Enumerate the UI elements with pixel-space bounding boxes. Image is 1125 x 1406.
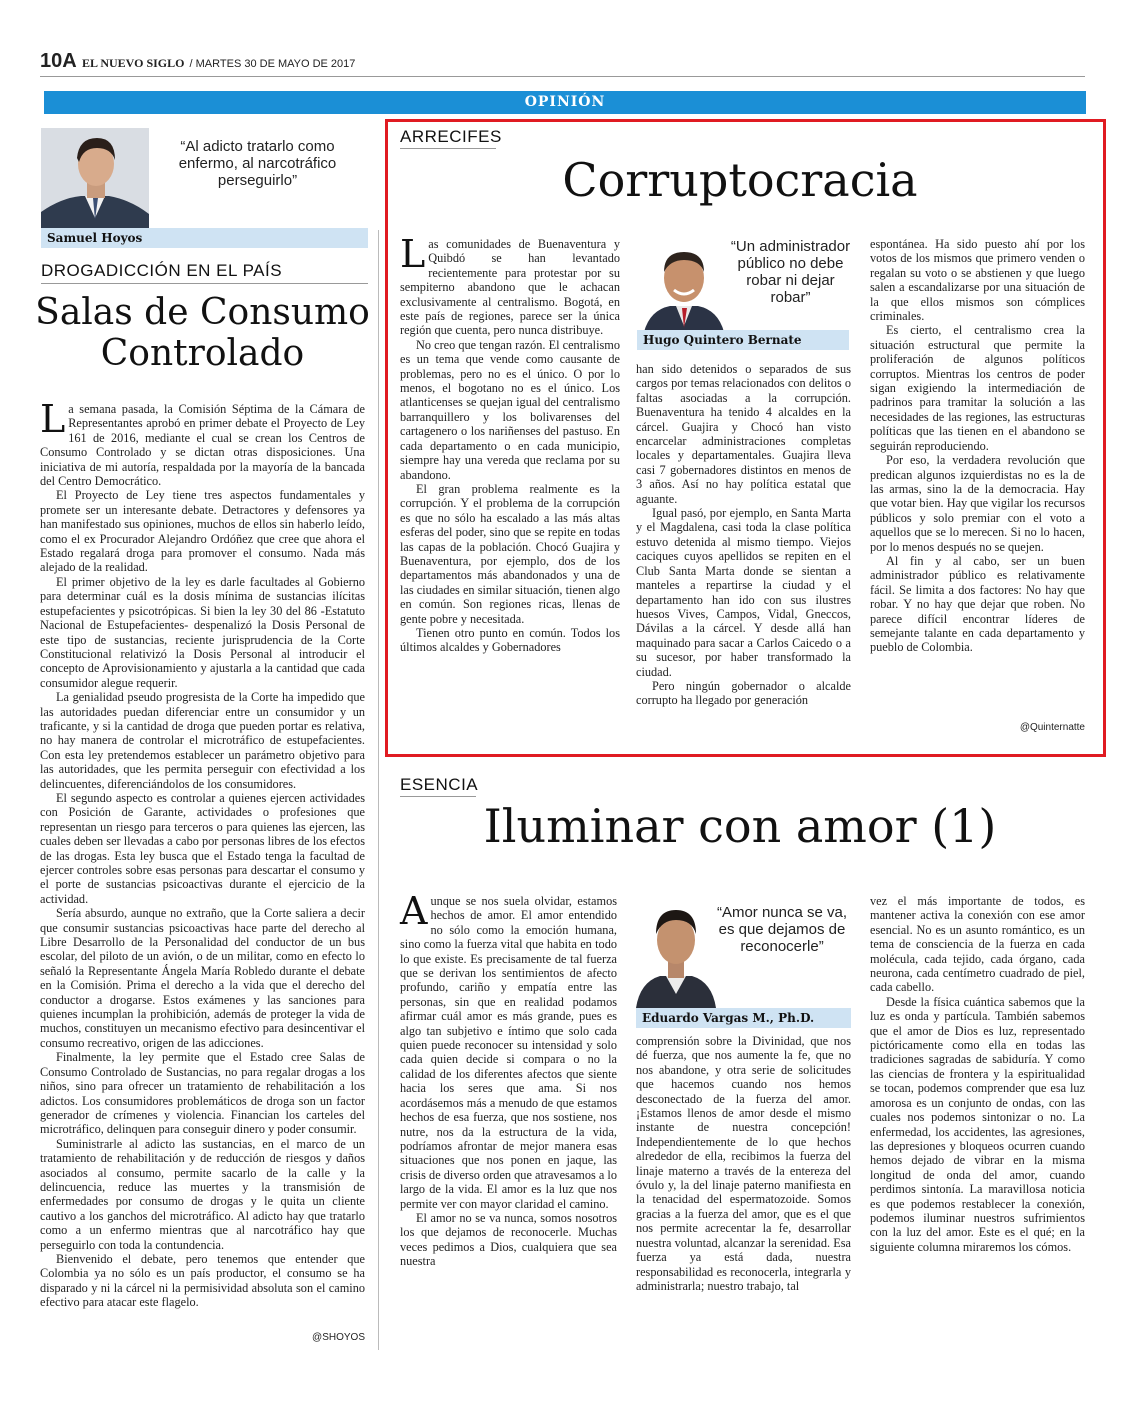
paragraph: El gran problema realmente es la corrupción. Y el problema de la corrupción es que no sólo ha escalado a las más altas esferas del poder, sino que se repite en todas las capas de la población. Chocó Guajira y Buenaventura, por ejemplo, dos de los departamentos más abandonados y una de las ciudades en similar situación, tienen algo en común. Son regiones ricas, llenas de gente pobre y necesitada. bbox=[400, 481, 620, 626]
headline-salas-de-consumo: Salas de Consumo Controlado bbox=[35, 292, 370, 375]
paragraph: Bienvenido el debate, pero tenemos que entender que Colombia ya no sólo es un país productor, el consumo se ha disparado y ni la cárcel ni la permisividad absoluta son el camino efectivo para atacar este flagelo. bbox=[40, 1251, 365, 1310]
paragraph: Tienen otro punto en común. Todos los últimos alcaldes y Gobernadores bbox=[400, 625, 620, 655]
paragraph: Igual pasó, por ejemplo, en Santa Marta y el Magdalena, casi toda la clase política estuvo detenida al mismo tiempo. Viejos caciques cuyos apellidos se repiten en el Club Santa Marta donde se sientan a manteles a repartirse la ciudad y el departamento han ido con sus ilustres huesos Vives, Campos, Vidal, Gneccos, Dávilas a la cárcel. Y desde allá han maquinado para sacar a Carlos Caicedo o a su sucesor, por haber transformado la ciudad. bbox=[636, 506, 851, 679]
paragraph: espontánea. Ha sido puesto ahí por los votos de los mismos que primero venden o regalan su voto o se abstienen y que luego salen a escandalizarse por una situación de la que ellos mismos son cómplices criminales. bbox=[870, 237, 1085, 324]
kicker-rule bbox=[400, 796, 476, 797]
author-name-vargas: Eduardo Vargas M., Ph.D. bbox=[636, 1008, 851, 1028]
author-name-hoyos: Samuel Hoyos bbox=[41, 228, 368, 248]
pull-quote-quintero: “Un administrador público no debe robar ni dejar robar” bbox=[730, 238, 851, 306]
paragraph: La genialidad pseudo progresista de la Corte ha impedido que las autoridades puedan diferenciar entre un consumidor y un traficante, y si la cantidad de droga que pueden portar es relativa, no hay manera de controlar el microtráfico de estupefacientes. Con esta ley pretendemos establecer un parámetro objetivo para las autoridades, que les permita perseguir con efectividad a los delincuentes, diferenciándolos de los consumidores. bbox=[40, 690, 365, 791]
pull-quote-vargas: “Amor nunca se va, es que dejamos de reconocerle” bbox=[716, 904, 848, 955]
paragraph: comprensión sobre la Divinidad, que nos dé fuerza, que nos aumente la fe, que no nos abandone, y otra serie de solicitudes que hacemos cuando nos hemos desconectado de la fuerza del amor. ¡Estamos llenos de amor desde el mismo instante de nuestra concepción! Independientemente de lo que hechos alrededor de ella, recibimos la fuerza del linaje materno a través de la entereza del óvulo y, la del linaje paterno manifiesta en la tenacidad del espermatozoide. Somos gracias a la fuerza del amor, que es el que nos permite acrecentar la fe, desarrollar nuestra voluntad, alcanzar la serenidad. Esa fuerza ya está dada, nuestra responsabilidad es reconocerla, integrarla y administrarla; nuestro trabajo, tal bbox=[636, 1034, 851, 1293]
newspaper-name: EL NUEVO SIGLO bbox=[82, 56, 185, 70]
article-body-quintero-col3 bbox=[870, 237, 1085, 655]
paragraph: Desde la física cuántica sabemos que la luz es onda y partícula. También sabemos que el amor de Dios es luz, representado pictóricamente como ella en todas las tradiciones sagradas de sabiduría. Y como las ciencias de frontera y la espiritualidad se tocan, podemos comprender que esa luz amorosa es un conjunto de ondas, con las cuales nos podemos sintonizar o no. La enfermedad, los accidentes, las agresiones, las depresiones y bloqueos ocurren cuando hemos dejado de vibrar en la misma longitud de onda del amor, cuando perdimos sintonía. La maravillosa noticia es que podemos restablecer la conexión, podemos iluminar nuestros sufrimientos con la luz del amor. Este es el qué; en la siguiente columna miraremos los cómos. bbox=[870, 994, 1085, 1254]
paragraph: Pero ningún gobernador o alcalde corrupto ha llegado por generación bbox=[636, 678, 851, 708]
drop-cap: L bbox=[40, 397, 66, 441]
drop-cap: L bbox=[400, 232, 426, 276]
paragraph: Suministrarle al adicto las sustancias, en el marco de un tratamiento de rehabilitación y de reducción de riesgos y daños asociados al consumo, permite sacarlo de la calle y la delincuencia, reduce las muertes y la transmisión de enfermedades por consumo de drogas y le quita un cliente cautivo a los ganchos del microtráfico. Al adicto hay que tratarlo como a un enfermo mientras que al narcotráfico hay que perseguirlo con toda la contundencia. bbox=[40, 1136, 365, 1252]
issue-date: / MARTES 30 DE MAYO DE 2017 bbox=[189, 58, 356, 70]
paragraph: vez el más importante de todos, es mantener activa la conexión con ese amor esencial. No es un asunto romántico, es un tema de consciencia de la fuerza en cada molécula, cada tejido, cada órgano, cada neurona, cada centímetro cuadrado de piel, cada cabello. bbox=[870, 894, 1085, 995]
masthead bbox=[82, 56, 355, 71]
article-body-vargas-col2 bbox=[636, 1034, 851, 1293]
author-photo-quintero bbox=[640, 238, 728, 332]
kicker-arrecifes: ARRECIFES bbox=[400, 127, 502, 146]
article-body-quintero-col2 bbox=[636, 362, 851, 708]
pull-quote-hoyos: “Al adicto tratarlo como enfermo, al narcotráfico perseguirlo” bbox=[178, 138, 337, 189]
paragraph: El segundo aspecto es controlar a quienes ejercen actividades con Posición de Garante, actividades o profesiones que representan un riesgo para terceros o para quienes las ejercen, las cuales deben ser llevadas a cabo por personas libres de los efectos de las drogas. Esta ley busca que el Estado tenga la facultad de ejercer controles sobre esas personas para descartar el consumo y el porte de sustancias psicoactivas durante el ejercicio de la actividad. bbox=[40, 790, 365, 906]
drop-cap: A bbox=[400, 889, 428, 933]
paragraph: La semana pasada, la Comisión Séptima de la Cámara de Representantes aprobó en primer debate el Proyecto de Ley 161 de 2016, mediante el cual se crean los Centros de Consumo Controlado y se dictan otras disposiciones. Una iniciativa de mi autoría, respaldada por la mayoría de la bancada del Centro Democrático. bbox=[40, 397, 365, 489]
article-body-hoyos bbox=[40, 397, 365, 1310]
kicker-drogadiccion: DROGADICCIÓN EN EL PAÍS bbox=[41, 261, 283, 280]
headline-iluminar-con-amor: Iluminar con amor (1) bbox=[483, 799, 997, 853]
signature-hoyos: @SHOYOS bbox=[312, 1332, 365, 1343]
paragraph: Por eso, la verdadera revolución que predican algunos izquierdistas no es la de las armas, sino la de la democracia. Hay que votar bien. Hay que vigilar los recursos públicos y solo premiar con el voto a aquellos que se lo merecen. Si no lo hacen, por lo menos después no se quejen. bbox=[870, 453, 1085, 554]
author-photo-vargas bbox=[636, 890, 716, 1008]
kicker-rule bbox=[400, 148, 496, 149]
paragraph: No creo que tengan razón. El centralismo es un tema que vende como causante de problemas, pero no es el único. O por lo menos, el bogotano no es el único. Los atlanticenses se quejan igual del centralismo barranquillero y los bolivarenses del cartagenero o los nariñenses del pastuso. En cada departamento o en cada municipio, siempre hay una vereda que reclama por su abandono. bbox=[400, 337, 620, 482]
paragraph: El amor no se va nunca, somos nosotros los que dejamos de reconocerle. Muchas veces pedimos a Dios, cualquiera que sea nuestra bbox=[400, 1210, 617, 1269]
header-rule bbox=[40, 76, 1085, 77]
page-number: 10A bbox=[40, 50, 77, 72]
article-body-vargas-col1 bbox=[400, 889, 617, 1269]
column-divider bbox=[378, 230, 379, 1350]
signature-quintero: @Quinternatte bbox=[1019, 722, 1085, 733]
section-banner: OPINIÓN bbox=[44, 91, 1086, 114]
kicker-rule bbox=[41, 283, 368, 284]
paragraph: Las comunidades de Buenaventura y Quibdó se han levantado recientemente para protestar por su sempiterno abandono que le achacan exclusivamente al centralismo. Bogotá, en este país de regiones, parece ser la única región que cuenta, pero nunca distribuye. bbox=[400, 232, 620, 338]
article-body-vargas-col3 bbox=[870, 894, 1085, 1254]
author-name-quintero: Hugo Quintero Bernate bbox=[637, 330, 849, 350]
paragraph: Sería absurdo, aunque no extraño, que la Corte saliera a decir que consumir sustancias psicoactivas hace parte del derecho al Libre Desarrollo de la Personalidad del conductor de un bus escolar, del piloto de un avión, o de un militar, como en efecto lo señaló la Representante Ángela María Robledo durante el debate en la Comisión. Prima el derecho a la vida que el derecho del conductor a drogarse. Estos exámenes y las sanciones para quienes incumplan la prohibición, además de proteger la vida de muchos, constituyen un mecanismo efectivo para desincentivar el consumo recreativo, origen de las adicciones. bbox=[40, 906, 365, 1050]
author-photo-hoyos bbox=[41, 128, 149, 228]
paragraph: Es cierto, el centralismo crea la situación estructural que permite la proliferación de algunos políticos corruptos. Mientras los centros de poder sigan exigiendo la intermediación de padrinos para tramitar la solución a las necesidades de las regiones, las estructuras políticas que las tienen en el abandono se seguirán reproduciendo. bbox=[870, 323, 1085, 453]
headline-corruptocracia: Corruptocracia bbox=[562, 153, 918, 207]
paragraph: Finalmente, la ley permite que el Estado cree Salas de Consumo Controlado de Sustancias, no para regalar drogas a los niños, sino para ofrecer un tratamiento de rehabilitación a los adictos. Los consumidores problemáticos de droga son un factor generador de crímenes y violencia. Financian los carteles del microtráfico, delinquen para conseguir dinero y poder consumir. bbox=[40, 1050, 365, 1137]
paragraph: han sido detenidos o separados de sus cargos por temas relacionados con delitos o faltas asociadas a la corrupción. Buenaventura ha tenido 4 alcaldes en la cárcel. Guajira y Chocó han visto encarcelar administraciones completas locales y departamentales. Guajira lleva casi 7 gobernadores distintos en menos de 3 años. Así no hay política estatal que aguante. bbox=[636, 362, 851, 506]
article-body-quintero-col1 bbox=[400, 232, 620, 655]
kicker-esencia: ESENCIA bbox=[400, 775, 479, 794]
paragraph: Al fin y al cabo, ser un buen administrador público es relativamente fácil. Se limita a dos factores: No hay que robar. Y no hay que dejar que roben. No parece difícil encontrar líderes de semejante talante en cada departamento y pueblo de Colombia. bbox=[870, 553, 1085, 655]
paragraph: El Proyecto de Ley tiene tres aspectos fundamentales y promete ser un interesante debate. Detractores y defensores ya han manifestado sus opiniones, muchos de ellos sin haberlo leído, como el ex Procurador Alejandro Ordóñez que cree que ahora el Estado regalará droga para promover el consumo. Nada más alejado de la realidad. bbox=[40, 488, 365, 575]
paragraph: Aunque se nos suela olvidar, estamos hechos de amor. El amor entendido no sólo como la emoción humana, sino como la fuerza vital que habita en todo lo que existe. Es precisamente de tal fuerza que se derivan los sentimientos de afecto profundo, cariño y empatía entre las personas, sin que en realidad podamos afirmar cuál amor es más grande, pues es algo tan subjetivo e íntimo que solo cada quien puede reconocer su intensidad y solo cada quien decide si compara o no la calidad de los diferentes afectos que siente hacia los seres que ama. Si nos acordásemos más a menudo de que estamos hechos de esa fuerza, que nos sostiene, nos nutre, nos da la estructura de la vida, podríamos afrontar de mejor manera esas situaciones que nos ponen en jaque, las crisis de diverso orden que atravesamos a lo largo de la vida. El amor es la luz que nos permite ver con mayor claridad el camino. bbox=[400, 889, 617, 1211]
paragraph: El primer objetivo de la ley es darle facultades al Gobierno para determinar cuál es la dosis mínima de sustancias ilícitas estupefacientes y psicotrópicas. Si bien la ley 30 del 86 -Estatuto Nacional de Estupefacientes- despenalizó la Dosis Personal de este tipo de sustancias, reciente jurisprudencia de la Corte Constitucional relativizó la Dosis Personal al introducir el concepto de Aprovisionamiento y ajustarla a la cantidad que cada consumidor alegue requerir. bbox=[40, 574, 365, 690]
